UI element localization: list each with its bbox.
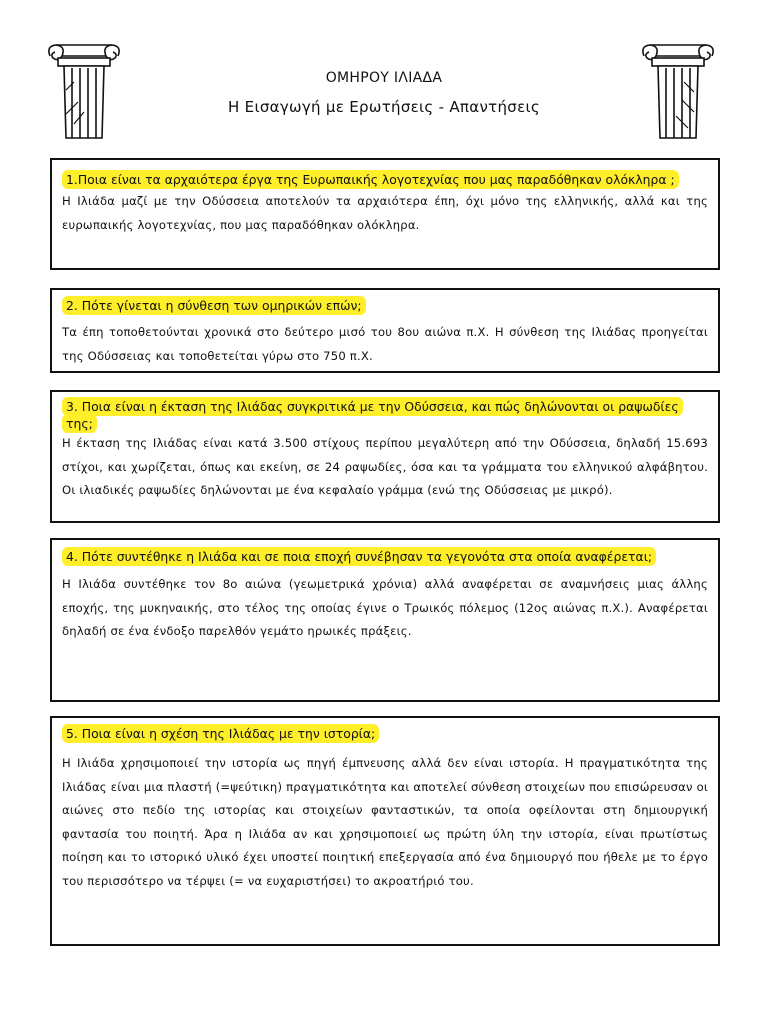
question-3: 3. Ποια είναι η έκταση της Ιλιάδας συγκριτικά με την Οδύσσεια, και πώς δηλώνονται οι ραψωδίες της; [52, 398, 718, 432]
qa-box-1 [50, 158, 720, 270]
answer-1: Η Ιλιάδα μαζί με την Οδύσσεια αποτελούν τα αρχαιότερα έπη, όχι μόνο της ελληνικής, αλλά και της ευρωπαικής λογοτεχνίας, που μας παραδόθηκαν ολόκληρα. [62, 194, 708, 232]
qa-box-2 [50, 288, 720, 373]
qa-box-5 [50, 716, 720, 946]
page-title: ΟΜΗΡΟΥ ΙΛΙΑΔΑ [325, 70, 443, 86]
qa-box-4 [50, 538, 720, 702]
answer-5: Η Ιλιάδα χρησιμοποιεί την ιστορία ως πηγή έμπνευσης αλλά δεν είναι ιστορία. Η πραγματικότητα της Ιλιάδας είναι μια πλαστή (=ψεύτικη) πραγματικότητα και αποτελεί σύνθεση στοιχείων που επισώρευσαν οι αιώνες στο πεδίο της ιστορίας και στοιχείων φανταστικών, τα οποία οφείλονται στη δημιουργική φαντασία του ποιητή. Άρα η Ιλιάδα αν και χρησιμοποιεί ως πρώτη ύλη την ιστορία, είναι πρωτίστως ποίηση και το ιστορικό υλικό έχει υποστεί ποιητική επεξεργασία από ένα δημιουργό που ήθελε με το έργο του περισσότερο να τέρψει (= να ευχαριστήσει) το ακροατήριό του. [62, 756, 708, 888]
question-1: 1.Ποια είναι τα αρχαιότερα έργα της Ευρωπαικής λογοτεχνίας που μας παραδόθηκαν ολόκληρα ; [52, 169, 718, 190]
answer-4: Η Ιλιάδα συντέθηκε τον 8ο αιώνα (γεωμετρικά χρόνια) αλλά αναφέρεται σε αναμνήσεις μιας άλλης εποχής, της μυκηναικής, στο τέλος της οποίας έγινε ο Τρωικός πόλεμος (12ος αιώνας π.Χ.). Αναφέρεται δηλαδή σε ένα ένδοξο παρελθόν γεμάτο ηρωικές πράξεις. [62, 577, 708, 638]
ionic-column-icon [638, 42, 718, 140]
question-2: 2. Πότε γίνεται η σύνθεση των ομηρικών επών; [52, 297, 718, 314]
qa-box-3 [50, 390, 720, 523]
question-5: 5. Ποια είναι η σχέση της Ιλιάδας με την ιστορία; [52, 725, 718, 742]
question-4: 4. Πότε συντέθηκε η Ιλιάδα και σε ποια εποχή συνέβησαν τα γεγονότα στα οποία αναφέρεται; [52, 548, 718, 565]
page-subtitle: Η Εισαγωγή με Ερωτήσεις - Απαντήσεις [228, 98, 540, 116]
answer-3: Η έκταση της Ιλιάδας είναι κατά 3.500 στίχους περίπου μεγαλύτερη από την Οδύσσεια, δηλαδή 15.693 στίχοι, και χωρίζεται, όπως και εκείνη, σε 24 ραψωδίες, όσα και τα γράμματα του ελληνικού αλφάβητου. Οι ιλιαδικές ραψωδίες δηλώνονται με ένα κεφαλαίο γράμμα (ενώ της Οδύσσειας με μικρό). [62, 436, 708, 497]
answer-2: Τα έπη τοποθετούνται χρονικά στο δεύτερο μισό του 8ου αιώνα π.Χ. Η σύνθεση της Ιλιάδας προηγείται της Οδύσσειας και τοποθετείται γύρω στο 750 π.Χ. [62, 325, 708, 363]
ionic-column-icon [44, 42, 124, 140]
